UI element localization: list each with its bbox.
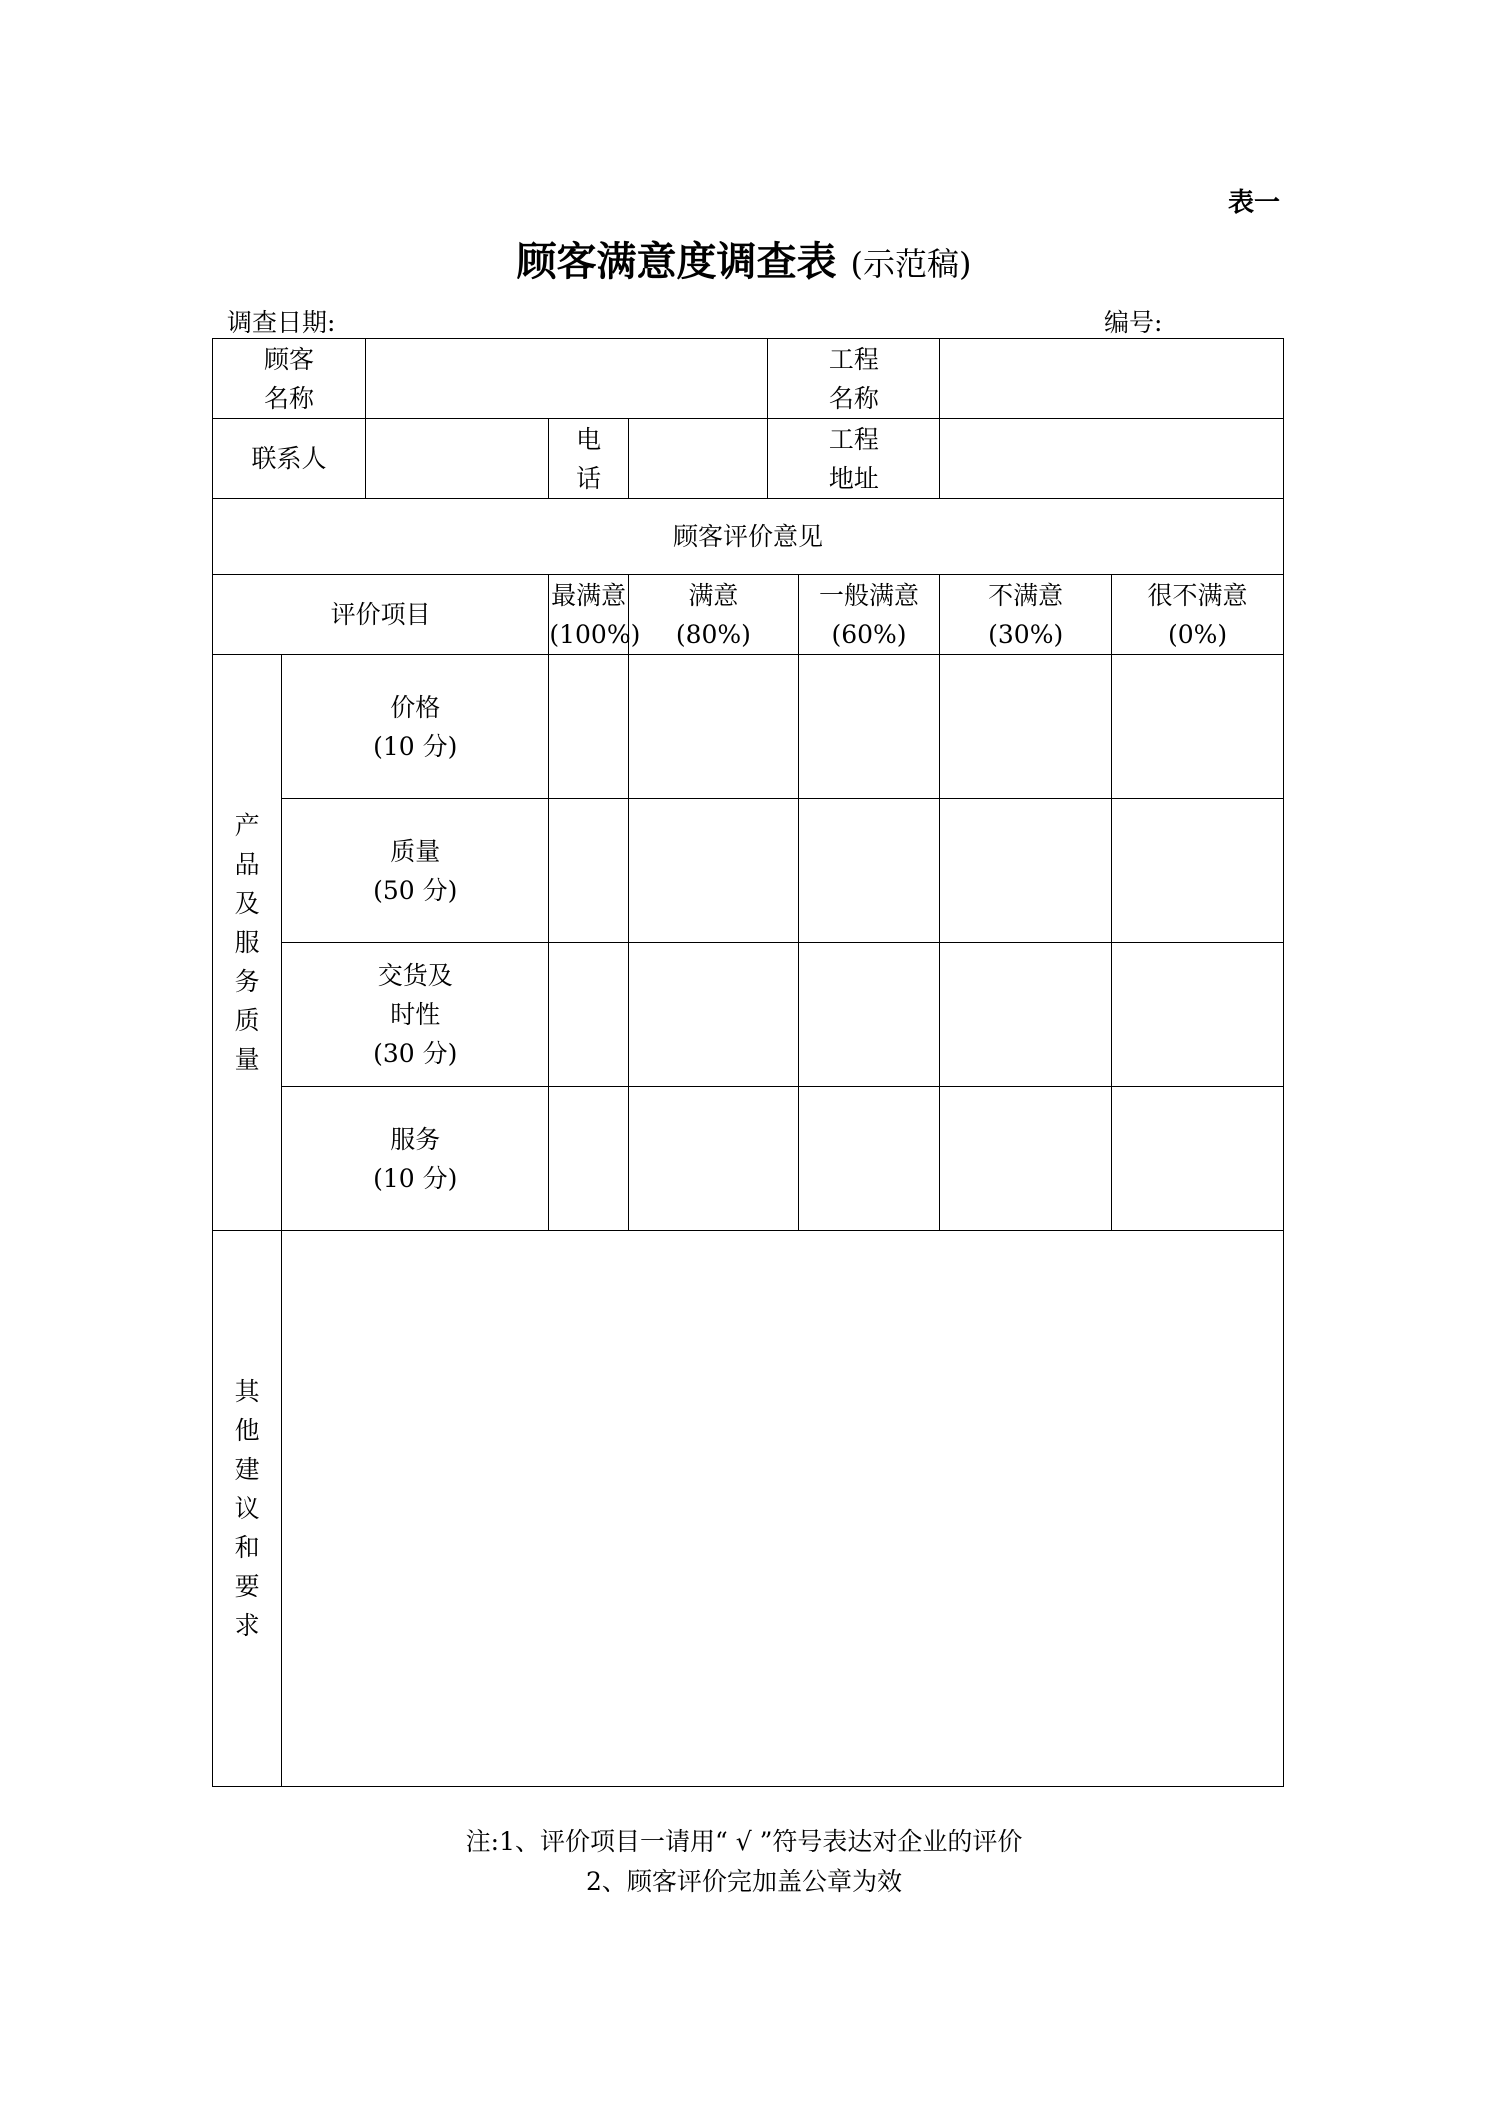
rating-cell[interactable] — [940, 943, 1112, 1087]
rating-percent: (100%) — [549, 619, 641, 649]
item-score: (10 分) — [373, 1163, 458, 1193]
notes — [0, 1822, 1488, 1902]
customer-name-field[interactable] — [366, 339, 768, 419]
quality-group-label-cell — [213, 655, 282, 1231]
item-name-line2: 时性 — [390, 1000, 441, 1029]
evaluation-item-header: 评价项目 — [213, 575, 549, 655]
rating-cell[interactable] — [1112, 655, 1284, 799]
project-name-field[interactable] — [940, 339, 1284, 419]
rating-cell[interactable] — [798, 799, 939, 943]
phone-field[interactable] — [628, 419, 767, 499]
item-score: (10 分) — [373, 731, 458, 761]
evaluation-item-row — [213, 943, 1284, 1087]
document-title — [0, 230, 1488, 287]
title-subtitle: (示范稿) — [850, 245, 972, 283]
project-name-label-line1: 工程 — [828, 344, 879, 374]
rating-cell[interactable] — [940, 655, 1112, 799]
rating-cell[interactable] — [549, 943, 629, 1087]
rating-cell[interactable] — [1112, 1087, 1284, 1231]
rating-cell[interactable] — [798, 655, 939, 799]
item-score: (50 分) — [373, 875, 458, 905]
suggestions-field[interactable] — [282, 1231, 1284, 1787]
rating-cell[interactable] — [628, 655, 798, 799]
rating-percent: (0%) — [1167, 619, 1228, 649]
rating-percent: (60%) — [831, 619, 907, 649]
phone-label-cell — [549, 419, 629, 499]
note-line-2: 2、顾客评价完加盖公章为效 — [586, 1867, 902, 1896]
rating-header-satisfied — [628, 575, 798, 655]
item-label-cell — [282, 799, 549, 943]
project-address-label-cell — [768, 419, 940, 499]
customer-name-label-line1: 顾客 — [263, 344, 314, 374]
project-name-label-cell — [768, 339, 940, 419]
rating-label: 不满意 — [988, 580, 1064, 610]
project-name-label-line2: 名称 — [828, 383, 879, 413]
rating-cell[interactable] — [798, 1087, 939, 1231]
title-text: 顾客满意度调查表 — [516, 238, 837, 285]
rating-cell[interactable] — [798, 943, 939, 1087]
customer-name-label-line2: 名称 — [263, 383, 314, 413]
info-row-contact — [213, 419, 1284, 499]
note-line-1: 注:1、评价项目一请用“ √ ”符号表达对企业的评价 — [465, 1827, 1023, 1856]
rating-header-row — [213, 575, 1284, 655]
rating-cell[interactable] — [1112, 799, 1284, 943]
rating-cell[interactable] — [1112, 943, 1284, 1087]
suggestions-label: 其他建议和要求 — [234, 1377, 260, 1640]
info-row-names — [213, 339, 1284, 419]
rating-percent: (80%) — [675, 619, 751, 649]
item-label-cell — [282, 943, 549, 1087]
evaluation-section-row — [213, 499, 1284, 575]
project-address-field[interactable] — [940, 419, 1284, 499]
rating-header-average — [798, 575, 939, 655]
rating-cell[interactable] — [549, 1087, 629, 1231]
evaluation-item-row — [213, 1087, 1284, 1231]
item-name: 质量 — [390, 836, 441, 866]
rating-header-dissatisfied — [940, 575, 1112, 655]
contact-label: 联系人 — [251, 444, 327, 473]
phone-label-line2: 话 — [576, 463, 602, 493]
rating-cell[interactable] — [549, 655, 629, 799]
rating-label: 很不满意 — [1147, 580, 1248, 610]
suggestions-label-cell — [213, 1231, 282, 1787]
item-name: 服务 — [390, 1124, 441, 1154]
rating-cell[interactable] — [628, 799, 798, 943]
rating-cell[interactable] — [549, 799, 629, 943]
evaluation-section-title: 顾客评价意见 — [213, 499, 1284, 575]
rating-cell[interactable] — [940, 1087, 1112, 1231]
item-label-cell — [282, 1087, 549, 1231]
evaluation-item-row — [213, 799, 1284, 943]
project-address-label-line2: 地址 — [828, 463, 879, 493]
rating-cell[interactable] — [628, 1087, 798, 1231]
serial-number-label: 编号: — [1104, 308, 1163, 337]
item-score: (30 分) — [373, 1039, 458, 1068]
survey-table — [212, 338, 1284, 1787]
quality-group-label: 产品及服务质量 — [234, 811, 260, 1074]
rating-label: 一般满意 — [819, 580, 920, 610]
item-label-cell — [282, 655, 549, 799]
contact-field[interactable] — [366, 419, 549, 499]
customer-name-label-cell — [213, 339, 366, 419]
table-number-label: 表一 — [1227, 188, 1280, 218]
phone-label-line1: 电 — [576, 424, 602, 454]
contact-label-cell — [213, 419, 366, 499]
item-name: 交货及 — [377, 961, 453, 990]
rating-header-best — [549, 575, 641, 655]
evaluation-item-row — [213, 655, 1284, 799]
rating-label: 满意 — [688, 580, 739, 610]
suggestions-row — [213, 1231, 1284, 1787]
rating-cell[interactable] — [628, 943, 798, 1087]
survey-date-label: 调查日期: — [227, 308, 336, 337]
rating-header-very-dissatisfied — [1112, 575, 1284, 655]
rating-percent: (30%) — [988, 619, 1064, 649]
item-name: 价格 — [390, 692, 441, 722]
rating-label: 最满意 — [551, 580, 627, 610]
project-address-label-line1: 工程 — [828, 424, 879, 454]
rating-cell[interactable] — [940, 799, 1112, 943]
